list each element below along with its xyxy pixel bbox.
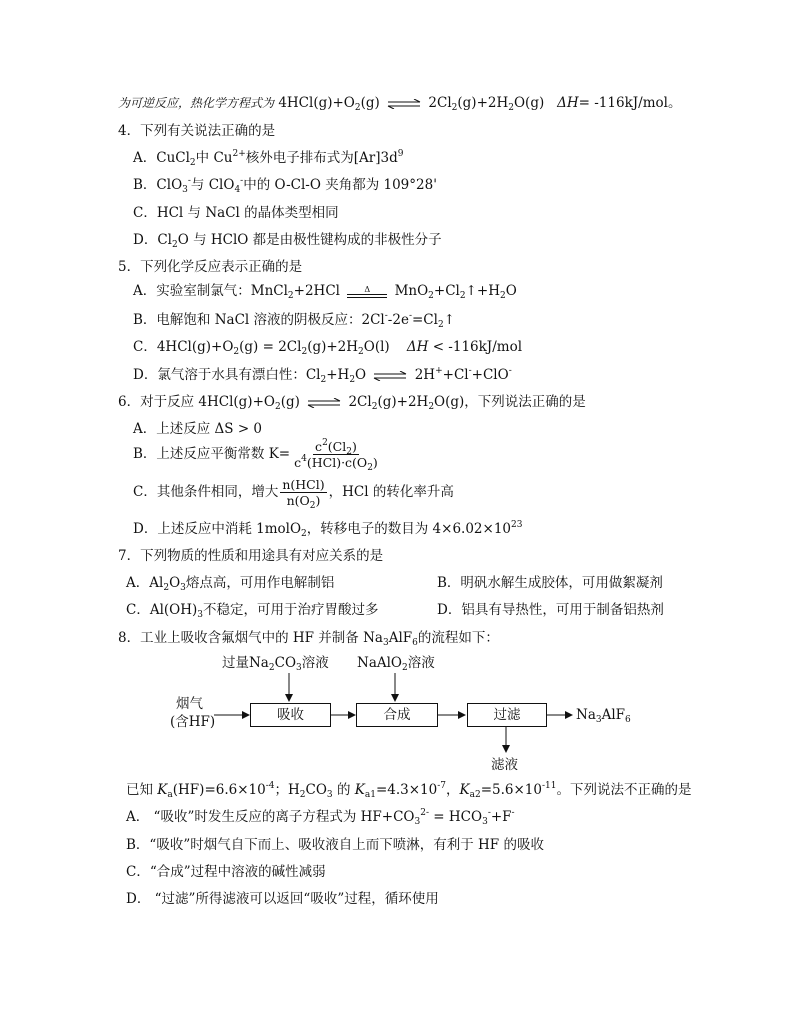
flow-box-absorb: 吸收 bbox=[250, 703, 331, 727]
intro-text: 为可逆反应，热化学方程式为 bbox=[118, 96, 275, 110]
flow-filtrate-label: 滤液 bbox=[491, 757, 518, 773]
intro-line: 为可逆反应，热化学方程式为 $4HCl(g)+O_2(g)$ $2Cl_2(g)+2H_2O(g)$ ΔH= -116kJ/mol。 bbox=[118, 95, 682, 113]
question-6-stem: 6．对于反应 $4HCl(g)+O_2(g)$ $2Cl_2(g)+2H_2O(g)$，下列说法正确的是 bbox=[118, 394, 586, 412]
q8-option-d: D． “过滤”所得滤液可以返回“吸收”过程，循环使用 bbox=[126, 891, 439, 907]
q8-option-b: B．“吸收”时烟气自下而上、吸收液自上而下喷淋，有利于 HF 的吸收 bbox=[126, 837, 544, 853]
heating-condition-arrow: Δ bbox=[347, 286, 387, 298]
q6-option-a: A．上述反应 ΔS > 0 bbox=[133, 421, 263, 437]
flow-box-synthesize: 合成 bbox=[356, 703, 438, 727]
q8-option-c: C．“合成”过程中溶液的碱性减弱 bbox=[126, 864, 326, 880]
q7-option-a: A．$Al_2O_3$熔点高，可用作电解制铝 bbox=[126, 575, 335, 593]
q7-option-c: C．$Al(OH)_3$不稳定，可用于治疗胃酸过多 bbox=[126, 602, 379, 620]
q6-option-d: D．上述反应中消耗 1molO$_2$，转移电子的数目为 $4\times 6.02\times 10^{23}$ bbox=[133, 520, 523, 539]
equilibrium-arrow-icon bbox=[373, 371, 407, 381]
q4-option-d: D．$Cl_2O$ 与 HClO 都是由极性键构成的非极性分子 bbox=[133, 232, 442, 250]
equilibrium-constant-fraction: $\frac{c^2(Cl_2)}{c^4(HCl)\cdot c(O_2)}$ bbox=[294, 438, 378, 473]
q8-option-a: A． “吸收”时发生反应的离子方程式为 $HF+CO_3^{2-} = HCO_3^-+F^-$ bbox=[126, 808, 515, 827]
flow-input-na2co3: 过量$Na_2CO_3$溶液 bbox=[222, 655, 329, 673]
q6-option-b: B．上述反应平衡常数 K= $\frac{c^2(Cl_2)}{c^4(HCl)\cdot c(O_2)}$ bbox=[133, 438, 378, 473]
question-8-stem: 8．工业上吸收含氟烟气中的 HF 并制备 $Na_3AlF_6$的流程如下： bbox=[118, 630, 499, 648]
flow-input-naalo2: NaAlO$_2$溶液 bbox=[357, 655, 435, 673]
q6-option-c: C．其他条件相同，增大 $\frac{\text{n(HCl)}}{n(O_2)}$ ，HCl 的转化率升高 bbox=[133, 477, 454, 511]
q4-option-a: A．CuCl$_2$中 $Cu^{2+}$核外电子排布式为$[Ar]3d^9$ bbox=[133, 149, 404, 168]
q8-known-constants: 已知 $K_a(HF)=6.6\times 10^{-4}$；$H_2CO_3$ 的 $K_{a1}=4.3\times 10^{-7}$，$K_{a2}=5.6\times 10^{-11}$。下列说法不正确的是 bbox=[126, 781, 692, 800]
flow-flue-gas-hf-label: (含HF) bbox=[170, 714, 216, 730]
equilibrium-arrow-icon bbox=[387, 99, 421, 109]
q7-option-b: B．明矾水解生成胶体，可用做絮凝剂 bbox=[437, 575, 663, 591]
flow-box-filter: 过滤 bbox=[467, 703, 547, 727]
flow-flue-gas-label: 烟气 bbox=[176, 696, 203, 712]
q5-option-d: D．氯气溶于水具有漂白性：$Cl_2+H_2O$ 2H++Cl-+ClO- bbox=[133, 366, 512, 385]
q4-option-c: C．HCl 与 NaCl 的晶体类型相同 bbox=[133, 205, 339, 221]
q7-option-d: D．铝具有导热性，可用于制备铝热剂 bbox=[437, 602, 664, 618]
q4-option-b: B．ClO$_3$-与 ClO$_4$-中的 O-Cl-O 夹角都为 109°28' bbox=[133, 176, 437, 195]
question-5-stem: 5．下列化学反应表示正确的是 bbox=[118, 259, 303, 275]
q5-option-b: B．电解饱和 NaCl 溶液的阴极反应：$2Cl^--2e^-=Cl_2↑$ bbox=[133, 311, 455, 330]
mole-ratio-fraction: $\frac{\text{n(HCl)}}{n(O_2)}$ bbox=[282, 477, 325, 511]
flow-output-na3alf6: $Na_3AlF_6$ bbox=[576, 707, 631, 725]
q5-option-a: A．实验室制氯气：MnCl$_2$+2HCl Δ $MnO_2+Cl_2↑+H_2O$ bbox=[133, 283, 517, 301]
question-4-stem: 4．下列有关说法正确的是 bbox=[118, 123, 276, 139]
q5-option-c: C．$4HCl(g)+O_2(g) = 2Cl_2(g)+2H_2O(l)$ ΔH < -116kJ/mol bbox=[133, 339, 523, 357]
question-7-stem: 7．下列物质的性质和用途具有对应关系的是 bbox=[118, 548, 384, 564]
equilibrium-arrow-icon bbox=[307, 398, 341, 408]
